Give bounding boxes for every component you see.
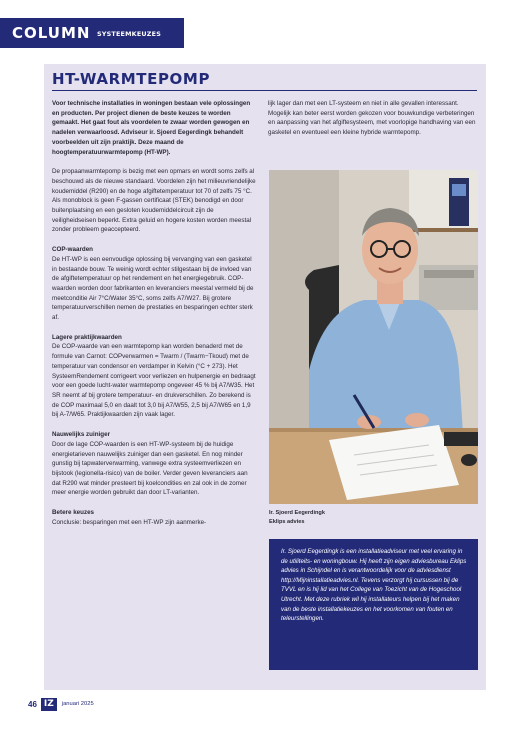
section-label: SYSTEEMKEUZES — [97, 30, 161, 38]
caption-org: Eklips advies — [269, 519, 305, 525]
section-heading: Lagere praktijkwaarden — [52, 333, 122, 341]
article-intro: Voor technische installaties in woningen bestaan vele oplossingen en producten. Per project dienen de beste keuzes te worden gemaakt. Het gaat fout als voordelen te zwaar worden gewogen en nadelen verwaarloosd. Adviseur ir. Sjoerd Eegerdingk behandelt voorbeelden uit zijn praktijk. Deze maand de hoogtemperatuurwarmtepomp (HT-WP). — [52, 100, 251, 156]
column-label: COLUMN — [12, 24, 91, 42]
section-lagere — [52, 333, 258, 420]
left-column — [52, 99, 258, 537]
article-title: HT-WARMTEPOMP — [52, 70, 211, 88]
author-photo — [269, 170, 478, 504]
photo-caption — [269, 509, 478, 527]
article-paragraph: De propaanwarmtepomp is bezig met een opmars en wordt soms zelfs al beschouwd als de nieuwe standaard. Voordelen zijn het milieuvriendelijke koudemiddel (R290) en de hoge afgiftetemperatuur tot 70 of zelfs 75 °C. Als monoblock is geen F-gassen certificaat (STEK) benodigd en door buitenplaatsing en een gesloten koudemiddelcircuit zijn de veiligheidseisen beperkt. Extra geluid en hogere kosten worden meestal zonder probleem geaccepteerd. — [52, 168, 256, 234]
column-header-bar — [0, 18, 184, 48]
section-cop — [52, 245, 258, 323]
section-betere — [52, 508, 258, 527]
author-bio-text: Ir. Sjoerd Eegerdingk is een installatieadviseur met veel ervaring in de utiliteits- en woningbouw. Hij heeft zijn eigen adviesbureau Eklips advies in Schijndel en is verantwoordelijk voor de adviesdienst http://Mijninstallatieadvies.nl. Tevens verzorgt hij cursussen bij de TVVL en is hij lid van het College van Toezicht van de Hogeschool Utrecht. Met deze rubriek wil hij installateurs helpen bij het maken van de beste installatiekeuzes en het voorkomen van fouten en teleurstellingen. — [281, 548, 467, 623]
section-body-start: Conclusie: besparingen met een HT-WP zijn aanmerke- — [52, 518, 207, 526]
section-body: De HT-WP is een eenvoudige oplossing bij vervanging van een gasketel in bestaande bouw. Te weinig wordt echter stilgestaan bij de invloed van de afgiftetemperatuur op het rendement en het energiegebruik. COP-waarden worden door fabrikanten en leveranciers meestal vermeld bij de meetconditie Air 7°C/Water 35°C, soms zelfs A7/W27. Bij grotere temperatuurverschillen nemen de prestaties en besparingen echter sterk af. — [52, 255, 254, 322]
title-divider — [52, 90, 477, 91]
author-bio-box — [269, 539, 478, 670]
section-heading: COP-waarden — [52, 246, 93, 254]
page-footer — [28, 697, 94, 711]
section-nauwelijks — [52, 430, 258, 498]
caption-name: Ir. Sjoerd Eegerdingk — [269, 510, 325, 516]
magazine-logo: IZ — [41, 698, 57, 711]
section-heading: Betere keuzes — [52, 509, 95, 517]
section-heading: Nauwelijks zuiniger — [52, 431, 111, 439]
conclusion-continuation: lijk lager dan met een LT-systeem en niet in alle gevallen interessant. Mogelijk kan beter eerst worden gekozen voor bouwkundige verbeteringen en aanpassing van het afgiftesysteem, met voorlopige handhaving van een gasketel en eventueel een kleine hybride warmtepomp. — [268, 100, 476, 137]
issue-date: januari 2025 — [61, 701, 94, 707]
page-number: 46 — [28, 699, 37, 709]
right-column-continuation — [268, 99, 476, 138]
section-body: De COP-waarde van een warmtepomp kan worden benaderd met de formule van Carnot: COPverwarmen = Twarm / (Twarm−Tkoud) met de temperatuur van condensor en verdamper in Kelvin (°C + 273). Het SysteemRendement corrigeert voor verliezen en hulpenergie en bedraagt voor een goede lucht-water warmtepomp ongeveer 45 % bij A7/W35. Het SR neemt af bij grotere temperatuur- en drukverschillen. Zo berekend is de COP maximaal 5,0 en daalt tot 3,0 bij A7/W55, 2,5 bij A7/W65 en 1,9 bij A-7/W65. Praktijkwaarden zijn vaak lager. — [52, 343, 256, 419]
section-body: Door de lage COP-waarden is een HT-WP-systeem bij de huidige energietarieven nauwelijks zuiniger dan een gasketel. En nog minder gunstig bij tapwaterverwarming, vanwege extra systeemverliezen en bijstook (legionella-risico) van de boiler. Verder geven leveranciers aan dat R290 wat minder presteert bij koelcondities en zal ook in de zomer meer energie worden gebruikt dan door LT-varianten. — [52, 440, 248, 497]
